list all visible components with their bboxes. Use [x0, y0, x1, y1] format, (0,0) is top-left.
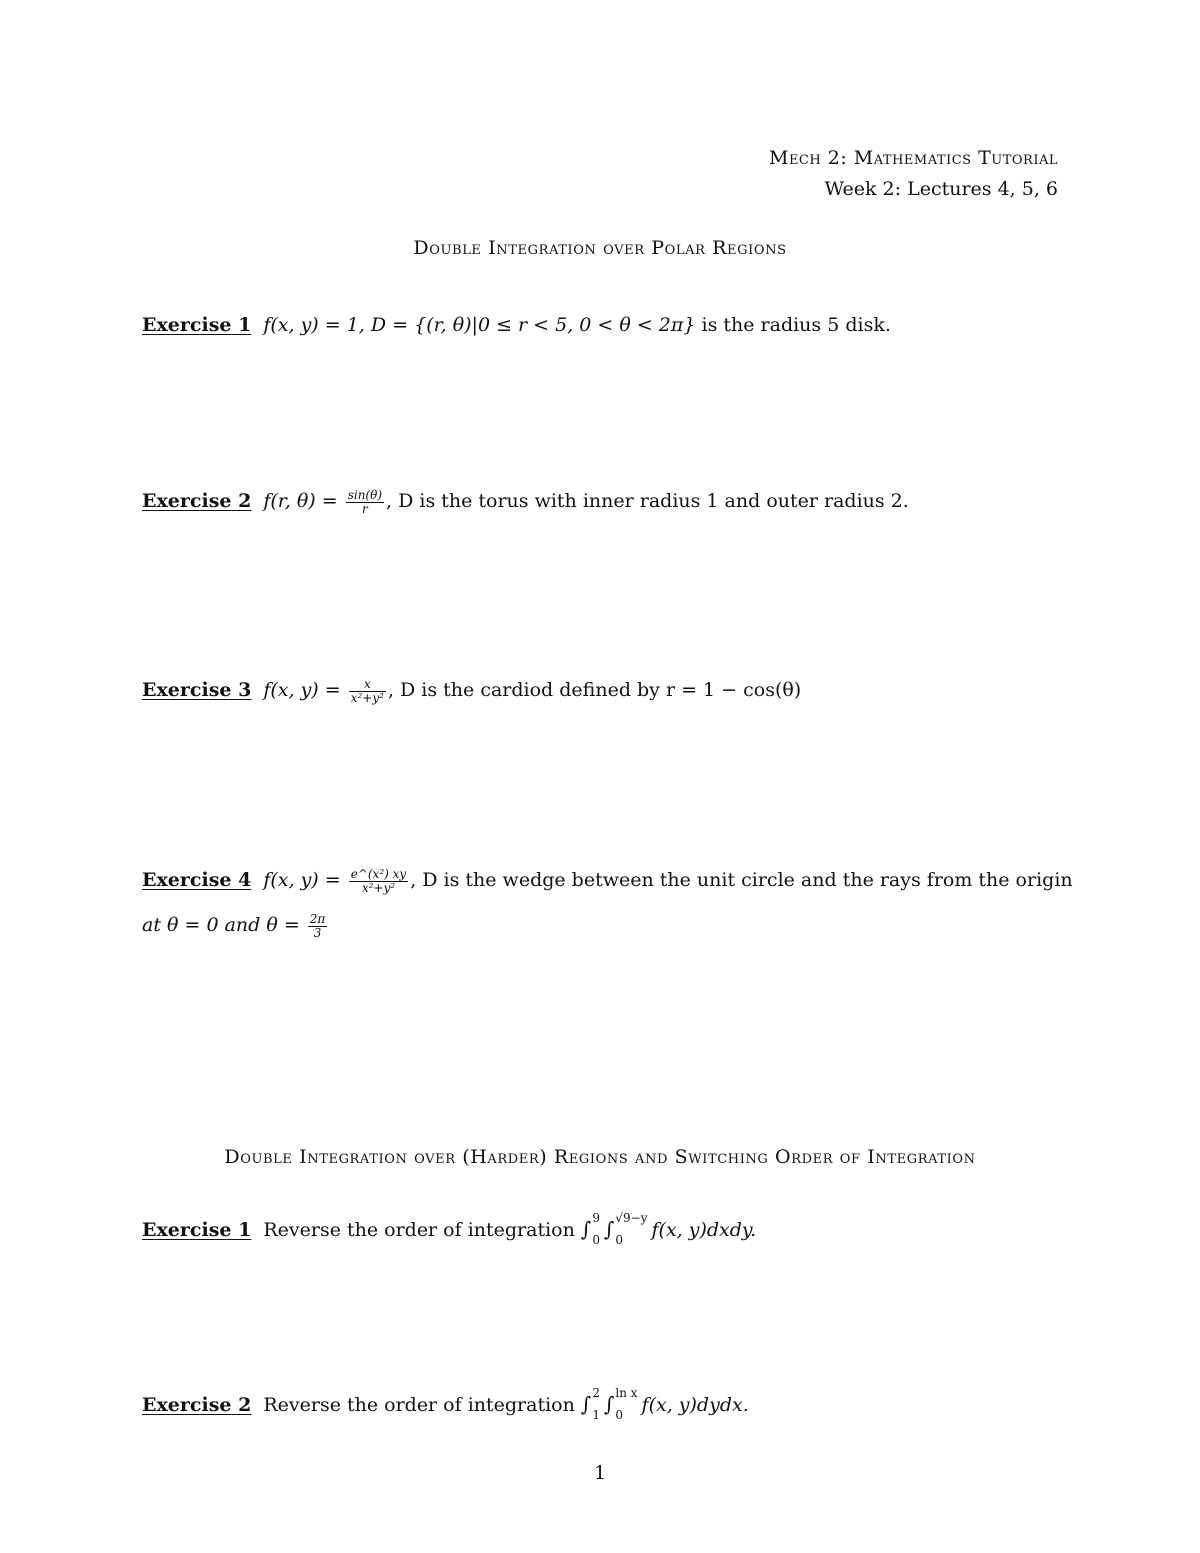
function-definition: f(x, y) = [263, 869, 347, 891]
week-subtitle: Week 2: Lectures 4, 5, 6 [824, 178, 1058, 200]
integral-limits [615, 1386, 638, 1422]
integral-sign-icon: ∫ [603, 1217, 615, 1241]
polar-exercise-3 [142, 668, 1062, 712]
order-exercise-2 [142, 1382, 1062, 1427]
outer-lower-limit: 1 [592, 1408, 600, 1422]
fraction-denominator: x²+y² [350, 690, 384, 705]
inner-lower-limit: 0 [615, 1233, 624, 1247]
fraction [349, 678, 386, 705]
function-definition: f(r, θ) = [263, 490, 344, 512]
inner-lower-limit: 0 [615, 1408, 624, 1422]
fraction-numerator: e^(x²) xy [350, 866, 407, 881]
fraction [349, 868, 408, 895]
integral-sign-icon: ∫ [580, 1392, 592, 1416]
outer-upper-limit: 2 [592, 1386, 600, 1400]
integral-limits [592, 1386, 600, 1422]
function-definition: f(x, y) = [263, 679, 347, 701]
order-exercise-1 [142, 1207, 1062, 1252]
course-title: Mech 2: Mathematics Tutorial [768, 147, 1058, 169]
exercise-text: is the radius 5 disk. [695, 314, 891, 336]
function-definition: f(x, y) = 1, D = {(r, θ)|0 ≤ r < 5, 0 < θ < 2π} [263, 314, 696, 336]
exercise-text: , D is the cardiod defined by r = 1 − cos(θ) [387, 679, 802, 701]
fraction-denominator: r [361, 501, 368, 516]
exercise-text: Reverse the order of integration [263, 1394, 581, 1416]
exercise-label: Exercise 2 [142, 490, 252, 512]
section-title-harder-regions: Double Integration over (Harder) Regions and Switching Order of Integration [224, 1146, 976, 1168]
inner-upper-limit: ln x [615, 1386, 638, 1400]
fraction [346, 489, 384, 516]
polar-exercise-2 [142, 479, 1062, 523]
polar-exercise-4 [142, 858, 1073, 902]
exercise-label: Exercise 1 [142, 314, 252, 336]
exercise-text: , D is the torus with inner radius 1 and outer radius 2. [386, 490, 909, 512]
fraction-denominator: 3 [313, 925, 322, 940]
fraction-numerator: sin(θ) [347, 487, 383, 502]
integral-limits [592, 1211, 600, 1247]
exercise-label: Exercise 1 [142, 1219, 252, 1241]
integral-limits [615, 1211, 648, 1247]
fraction-numerator: x [349, 678, 386, 692]
document-header [769, 143, 1058, 205]
page-number: 1 [593, 1462, 607, 1484]
fraction [308, 913, 328, 940]
exercise-label: Exercise 4 [142, 869, 252, 891]
fraction-denominator: x²+y² [361, 880, 396, 895]
polar-exercise-4-continued [142, 903, 1062, 947]
polar-exercise-1 [142, 303, 1062, 347]
fraction-numerator: 2π [309, 911, 326, 926]
section-title-polar: Double Integration over Polar Regions [413, 237, 787, 259]
exercise-text: Reverse the order of integration [263, 1219, 581, 1241]
exercise-text-continued: at θ = 0 and θ = [142, 914, 306, 936]
integral-sign-icon: ∫ [603, 1392, 615, 1416]
exercise-label: Exercise 2 [142, 1394, 252, 1416]
integral-sign-icon: ∫ [580, 1217, 592, 1241]
outer-upper-limit: 9 [592, 1211, 600, 1225]
integrand: f(x, y)dxdy. [651, 1219, 757, 1241]
inner-upper-limit: √9−y [615, 1211, 648, 1225]
integrand: f(x, y)dydx. [641, 1394, 749, 1416]
outer-lower-limit: 0 [592, 1233, 600, 1247]
exercise-label: Exercise 3 [142, 679, 252, 701]
exercise-text: , D is the wedge between the unit circle and the rays from the origin [410, 869, 1073, 891]
